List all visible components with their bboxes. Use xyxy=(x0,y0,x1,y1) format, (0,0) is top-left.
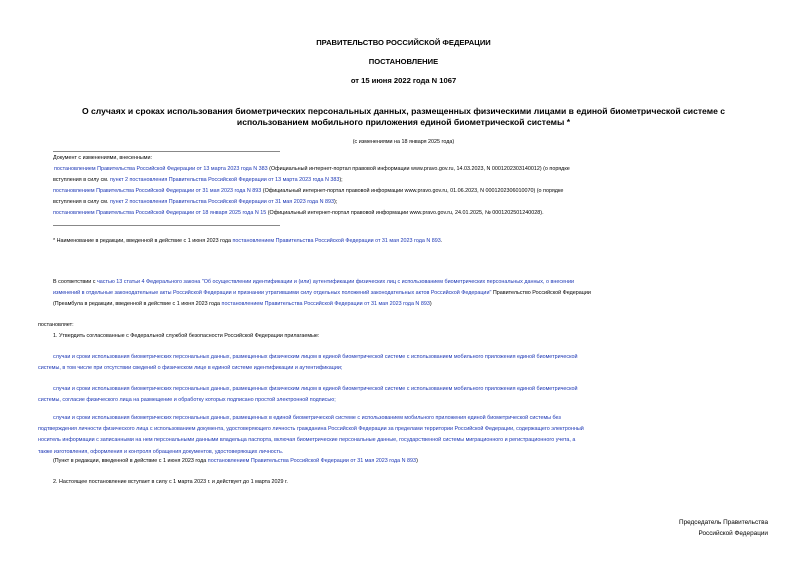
case-3-link-line4[interactable]: также изготовления, оформления и контроля обращения документов, удостоверяющих личность. xyxy=(38,448,284,455)
signatory-title-line1: Председатель Правительства xyxy=(679,519,768,526)
case-3-link-line2[interactable]: подтверждения личности физического лица с использованием документа, удостоверяющего личность гражданина Российской Федерации за пределами территории Российской Федерации, содержащего электронный xyxy=(38,426,584,433)
case-3-link-line3[interactable]: носитель информации с записанными на нем персональными данными владельца паспорта, включая биометрические персональные данные, государственной системы миграционного и регистрационного учета, а xyxy=(38,437,576,444)
change-effect-link-2[interactable]: пункт 2 постановления Правительства Российской Федерации от 31 мая 2023 года N 893 xyxy=(110,199,334,206)
change-effect-link-1[interactable]: пункт 2 постановления Правительства Российской Федерации от 13 марта 2023 года N 383 xyxy=(110,177,340,184)
government-heading: ПРАВИТЕЛЬСТВО РОССИЙСКОЙ ФЕДЕРАЦИИ xyxy=(316,38,491,47)
change-link-2[interactable]: постановлением Правительства Российской Федерации от 31 мая 2023 года N 893 xyxy=(53,188,262,194)
change-item-3: постановлением Правительства Российской Федерации от 18 января 2025 года N 15 (Официальный интернет-портал правовой информации www.pravo.gov.ru, 24.01.2025, № 0001202501240028). xyxy=(53,210,544,216)
date-number-heading: от 15 июня 2022 года N 1067 xyxy=(350,76,457,85)
preamble: В соответствии с частью 13 статьи 4 Федерального закона "Об осуществлении идентификации и (или) аутентификации физических лиц с использованием биометрических персональных данных, о внесении изменений в отдельные законодательные акты Российской Федерации и признании утратившими силу отдельных положений законодательных актов Российской Федерации" Правительство Российской Федерации xyxy=(53,279,591,297)
point-1-revision-link[interactable]: постановлением Правительства Российской Федерации от 31 мая 2023 года N 893 xyxy=(207,458,417,464)
document-title-line1: О случаях и сроках использования биометрических персональных данных, размещенных физическими лицами в единой биометрической системе с xyxy=(81,106,726,116)
change-item-2: постановлением Правительства Российской Федерации от 31 мая 2023 года N 893 (Официальный интернет-портал правовой информации www.pravo.gov.ru, 01.06.2023, N 0001202306010070) (о порядке вступления в силу см. пункт 2 постановления Правительства Российской Федерации от 31 мая 2023 года N 893); xyxy=(53,188,564,206)
federal-law-link-part1[interactable]: частью 13 статьи 4 Федерального закона "Об осуществлении идентификации и (или) аутентификации физических лиц с использованием биометрических персональных данных, о внесении xyxy=(96,279,575,285)
signatory-title-line2: Российской Федерации xyxy=(698,530,768,537)
document-type-heading: ПОСТАНОВЛЕНИЕ xyxy=(368,57,439,66)
case-1-link-line1[interactable]: случаи и сроки использования биометрических персональных данных, размещенных физическим лицом в единой биометрической системе с использованием мобильного приложения единой биометрической xyxy=(53,354,578,360)
change-item-1: постановлением Правительства Российской Федерации от 13 марта 2023 года N 383 (Официальный интернет-портал правовой информации www.pravo.gov.ru, 14.03.2023, N 0001202303140012) (о порядке вступления в силу см. пункт 2 постановления Правительства Российской Федерации от 13 марта 2023 года N 383); xyxy=(53,166,570,184)
point-1: 1. Утвердить согласованные с Федеральной службой безопасности Российской Федерации прилагаемые: xyxy=(53,333,320,339)
revision-note: (с изменениями на 18 января 2025 года) xyxy=(352,139,455,145)
case-3-link-line1[interactable]: случаи и сроки использования биометрических персональных данных, размещенных в единой биометрической системе с использованием мобильного приложения единой биометрической системы без xyxy=(53,415,561,421)
case-1-link-line2[interactable]: системы, в том числе при отсутствии сведений о физическом лице в единой системе идентификации и аутентификации; xyxy=(38,365,343,372)
changes-bottom-rule xyxy=(53,225,280,226)
changes-intro: Документ с изменениями, внесенными: xyxy=(53,155,152,161)
change-link-1[interactable]: постановлением Правительства Российской Федерации от 13 марта 2023 года N 383 xyxy=(54,166,268,172)
title-footnote: * Наименование в редакции, введенной в действие с 1 июня 2023 года постановлением Правительства Российской Федерации от 31 мая 2023 года N 893. xyxy=(53,238,443,244)
point-2: 2. Настоящее постановление вступает в силу с 1 марта 2023 г. и действует до 1 марта 2029 г. xyxy=(53,479,288,485)
document-title-line2: использованием мобильного приложения единой биометрической системы * xyxy=(236,117,571,127)
case-2-link-line1[interactable]: случаи и сроки использования биометрических персональных данных, размещенных физическим лицом в единой биометрической системе с использованием мобильного приложения единой биометрической xyxy=(53,386,578,392)
decides-label: постановляет: xyxy=(38,322,74,328)
case-3 xyxy=(38,413,767,458)
case-2 xyxy=(38,384,767,406)
case-1 xyxy=(38,352,767,374)
point-1-revision-note: (Пункт в редакции, введенной в действие с 1 июня 2023 года постановлением Правительства Российской Федерации от 31 мая 2023 года N 893) xyxy=(53,458,418,464)
preamble-revision-link[interactable]: постановлением Правительства Российской Федерации от 31 мая 2023 года N 893 xyxy=(221,301,430,307)
changes-top-rule xyxy=(53,151,280,152)
federal-law-link-part2[interactable]: изменений в отдельные законодательные акты Российской Федерации и признании утратившими силу отдельных положений законодательных актов Российской Федерации" xyxy=(53,290,492,297)
change-link-3[interactable]: постановлением Правительства Российской Федерации от 18 января 2025 года N 15 xyxy=(53,210,267,216)
footnote-link[interactable]: постановлением Правительства Российской Федерации от 31 мая 2023 года N 893 xyxy=(232,238,441,244)
preamble-revision-note: (Преамбула в редакции, введенной в действие с 1 июня 2023 года постановлением Правительства Российской Федерации от 31 мая 2023 года N 893) xyxy=(53,301,432,307)
case-2-link-line2[interactable]: системы, согласие физического лица на размещение и обработку которых подписано простой электронной подписью; xyxy=(38,397,336,404)
